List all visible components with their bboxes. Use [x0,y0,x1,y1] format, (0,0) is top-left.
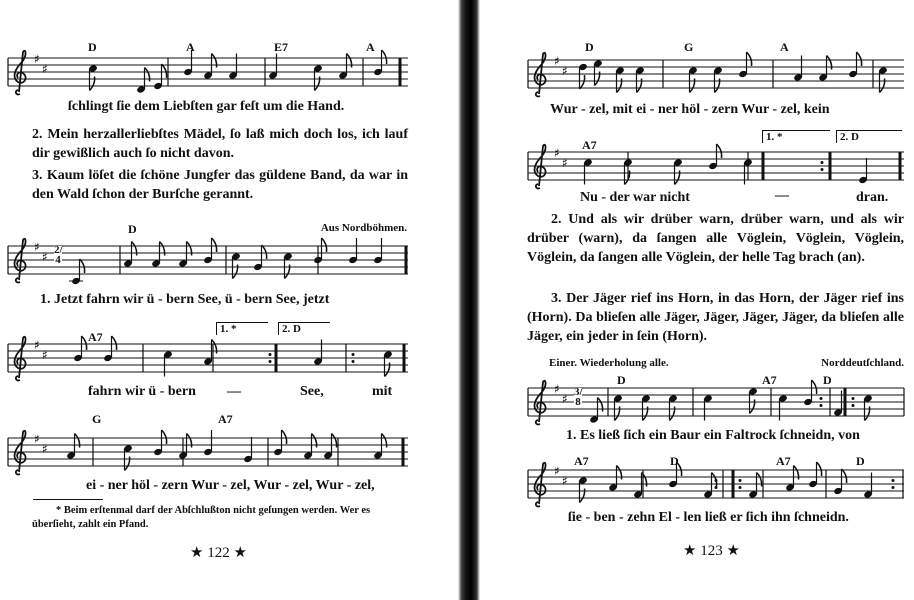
note-flag [842,469,847,483]
treble-clef-icon [15,239,26,283]
note-flag [812,380,817,394]
repeat-dot [821,168,824,171]
sharp-icon: ♯ [34,52,40,66]
lyrics-dash: — [227,384,241,399]
sharp-icon: ♯ [554,146,560,160]
lyrics-line: Nu - der war nicht [580,190,690,205]
chord: D [823,373,832,387]
page-number: ★ 122 ★ [190,545,247,561]
note-flag [212,238,217,252]
repeat-dot [852,404,855,407]
repeat-dot [821,161,824,164]
music-staff [8,432,408,468]
lyrics-dash: — [775,188,789,203]
repeat-dot [352,353,355,356]
lyrics-line: 1. Es ließ ſich ein Baur ein Faltrock ſchneidn, von [566,428,860,443]
lyrics-line: ſie - ben - zehn El - len ließ er ſich ihn ſchneidn. [568,510,849,525]
treble-clef-icon [535,381,546,425]
verse-3: 3. Kaum löſet die ſchöne Jungfer das güldene Band, da war in den Wald ſchon der Burſche gerannt. [32,168,408,202]
chord: A7 [762,373,777,387]
repeat-dot [852,397,855,400]
chord: E7 [274,40,289,54]
chord: D [670,454,679,468]
repeat-dot [269,360,272,363]
footnote-rule [33,499,103,500]
sharp-icon: ♯ [562,474,568,488]
music-staff [528,146,904,182]
repeat-dot [739,486,742,489]
song-origin: Norddeutſchland. [821,357,904,369]
sharp-icon: ♯ [42,442,48,456]
sharp-icon: ♯ [34,240,40,254]
repeat-dot [892,486,895,489]
note-flag [747,52,752,66]
time-signature: 2/4 [54,244,63,266]
note-flag [717,144,722,158]
sharp-icon: ♯ [42,348,48,362]
volta-second-ending: 2. D [278,322,330,335]
treble-clef-icon [535,53,546,97]
note-flag [80,259,85,273]
sharp-icon: ♯ [34,432,40,446]
song-origin: Aus Nordböhmen. [320,222,407,234]
note-flag [857,52,862,66]
lyrics-word: dran. [856,190,889,205]
treble-clef-icon [15,51,26,95]
treble-clef-icon [535,463,546,507]
verse-3: 3. Der Jäger rief ins Horn, in das Horn, der Jäger rief ins (Horn). Da blieſen alle Jäger, Jäger, Jäger, Jäger, da blieſen alle Jäger, ein jeder in ſein (Horn). [527,291,904,344]
music-staff [8,240,408,276]
note-flag [162,64,167,78]
verse-2: 2. Und als wir drüber warn, drüber warn, und als wir drüber (warn), da ſangen alle Vöglein, Vöglein, Vöglein, Vöglein, da ſangen alle Vöglein, der helle Tag brach (an). [527,212,904,265]
lyrics-line: ſchlingt ſie dem Liebſten gar feſt um die Hand. [68,99,345,114]
sharp-icon: ♯ [562,64,568,78]
treble-clef-icon [535,145,546,189]
chord: A7 [776,454,791,468]
repeat-dot [739,479,742,482]
note-flag [262,245,267,259]
treble-clef-icon [15,431,26,475]
time-signature: 3/8 [574,386,583,408]
volta-first-ending: 1. * [216,322,268,335]
repeat-dot [820,404,823,407]
repeat-dot [892,479,895,482]
sharp-icon: ♯ [42,62,48,76]
repeat-dot [352,360,355,363]
chord: G [92,412,102,426]
lyrics-line: ei - ner höl - zern Wur - zel, Wur - zel, Wur - zel, [86,478,375,493]
music-staff [8,52,408,88]
chord: D [856,454,865,468]
verse-2: 2. Mein herzallerliebſtes Mädel, ſo laß mich doch los, ich lauf dir gewißlich auch ſo nicht davon. [32,127,408,161]
book-binding-shadow [458,0,480,600]
chord: A7 [574,454,589,468]
note-flag [580,75,585,89]
chord: A [366,40,375,54]
note-flag [282,430,287,444]
sharp-icon: ♯ [562,392,568,406]
sharp-icon: ♯ [34,338,40,352]
note-flag [82,336,87,350]
chord: A7 [218,412,233,426]
sharp-icon: ♯ [554,382,560,396]
music-staff [528,382,904,418]
performance-note: Einer. Wiederholung alle. [549,357,669,369]
note-flag [322,238,327,252]
repeat-dot [269,353,272,356]
lyrics-line: fahrn wir ü - bern [88,384,196,399]
chord: A [186,40,195,54]
music-staff [528,54,904,90]
note-flag [382,50,387,64]
repeat-dot [820,397,823,400]
chord: G [684,40,694,54]
lyrics-word: See, [300,384,324,399]
note-flag [817,462,822,476]
sharp-icon: ♯ [562,156,568,170]
sharp-icon: ♯ [554,54,560,68]
note-flag [162,430,167,444]
lyrics-word: mit [372,384,393,399]
chord: D [617,373,626,387]
volta-second-ending: 2. D [836,130,902,143]
chord: A [780,40,789,54]
chord: D [88,40,97,54]
chord: A7 [582,138,597,152]
sharp-icon: ♯ [554,464,560,478]
chord: A7 [88,330,103,344]
sharp-icon: ♯ [42,250,48,264]
lyrics-line: Wur - zel, mit ei - ner höl - zern Wur - zel, kein [550,102,830,117]
page-number: ★ 123 ★ [683,543,740,559]
chord: D [585,40,594,54]
chord: D [128,222,137,236]
music-staff [8,338,408,374]
treble-clef-icon [15,337,26,381]
note-flag [112,336,117,350]
footnote: * Beim erſtenmal darf der Abſchlußton nicht geſungen werden. Wer es überſieht, zahlt ein Pfand. [32,505,371,530]
music-staff [528,464,904,500]
volta-first-ending: 1. * [762,130,830,143]
lyrics-line: 1. Jetzt fahrn wir ü - bern See, ü - bern See, jetzt [40,292,330,307]
